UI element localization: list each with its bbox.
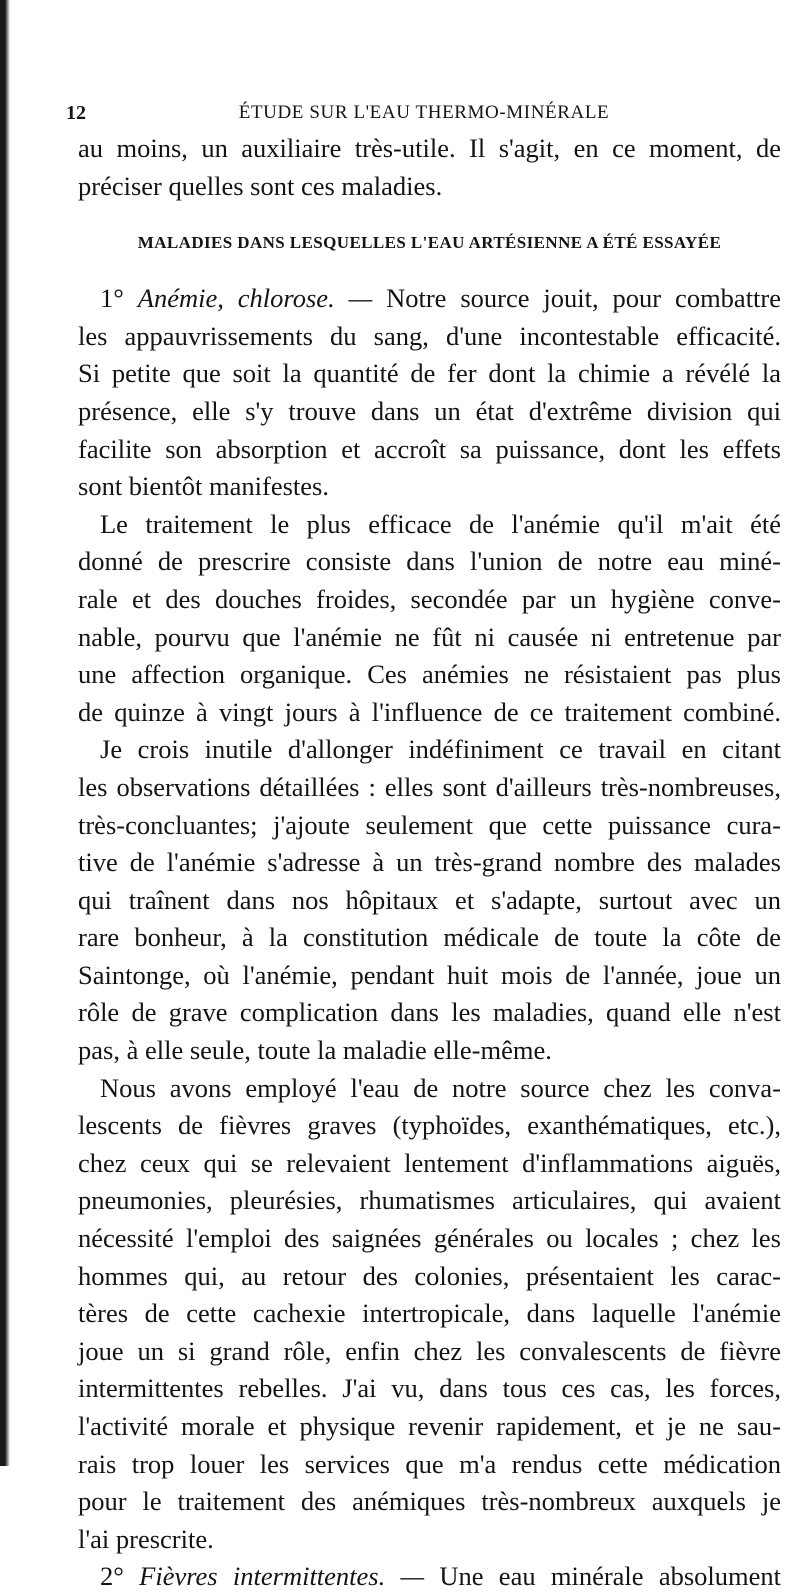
- page-number: 12: [66, 102, 86, 124]
- item-1-number: 1°: [100, 283, 124, 314]
- text-line: joue un si grand rôle, enfin chez les convalescents de fièvre: [78, 1335, 781, 1366]
- text-line: pneumonies, pleurésies, rhumatismes articulaires, qui avaient: [78, 1185, 781, 1216]
- text-line: sont bientôt manifestes.: [78, 471, 329, 502]
- text-line: l'activité morale et physique revenir rapidement, et je ne sau-: [78, 1411, 781, 1441]
- section-title: MALADIES DANS LESQUELLES L'EAU ARTÉSIENNE A ÉTÉ ESSAYÉE: [137, 233, 722, 253]
- text-line: pour le traitement des anémiques très-nombreux auxquels je: [78, 1486, 781, 1517]
- text-line: hommes qui, au retour des colonies, présentaient les carac-: [78, 1260, 781, 1291]
- text-line: donné de prescrire consiste dans l'union de notre eau miné-: [78, 546, 781, 577]
- text-line: Saintonge, où l'anémie, pendant huit mois de l'année, joue un: [78, 959, 781, 990]
- page-edge-shadow: [0, 0, 10, 1466]
- text-line: Si petite que soit la quantité de fer dont la chimie a révélé la: [78, 358, 781, 389]
- text-line: préciser quelles sont ces maladies.: [78, 170, 443, 201]
- text-line: rare bonheur, à la constitution médicale de toute la côte de: [78, 922, 781, 953]
- text-line-fragment: Notre source jouit, pour combattre: [386, 283, 781, 314]
- text-line: Le traitement le plus efficace de l'anémie qu'il m'ait été: [100, 508, 781, 539]
- text-line: nécessité l'emploi des saignées générales ou locales ; chez les: [78, 1223, 781, 1254]
- text-line: Je crois inutile d'allonger indéfiniment ce travail en citant: [100, 734, 781, 765]
- item-1-heading: Anémie, chlorose. —: [137, 283, 373, 314]
- running-title: ÉTUDE SUR L'EAU THERMO-MINÉRALE: [238, 102, 610, 123]
- text-line: une affection organique. Ces anémies ne résistaient pas plus: [78, 659, 781, 690]
- text-line: intermittentes rebelles. J'ai vu, dans tous ces cas, les forces,: [78, 1373, 781, 1404]
- item-2-number: 2°: [100, 1561, 124, 1592]
- item-2-first-line: [78, 1558, 781, 1596]
- text-line: les appauvrissements du sang, d'une incontestable efficacité.: [78, 320, 781, 351]
- text-line: de quinze à vingt jours à l'influence de ce traitement combiné.: [78, 696, 781, 727]
- text-line-fragment: Une eau minérale absolument: [439, 1561, 782, 1592]
- text-line: rais trop louer les services que m'a rendus cette médication: [78, 1448, 781, 1479]
- text-line: présence, elle s'y trouve dans un état d'extrême division qui: [78, 395, 781, 426]
- text-line: l'ai prescrite.: [78, 1523, 214, 1554]
- text-line: au moins, un auxiliaire très-utile. Il s'agit, en ce moment, de: [78, 133, 781, 163]
- text-line: facilite son absorption et accroît sa puissance, dont les effets: [78, 433, 781, 464]
- text-line: rale et des douches froides, secondée par un hygiène conve-: [78, 583, 781, 614]
- item-2-heading: Fièvres intermittentes. —: [139, 1561, 425, 1592]
- page-body: [78, 130, 781, 1596]
- item-1-first-line: [78, 280, 781, 318]
- text-line: tères de cette cachexie intertropicale, dans laquelle l'anémie: [78, 1298, 781, 1329]
- text-line: rôle de grave complication dans les maladies, quand elle n'est: [78, 997, 781, 1028]
- text-line: pas, à elle seule, toute la maladie elle-même.: [78, 1035, 552, 1066]
- text-line: les observations détaillées : elles sont d'ailleurs très-nombreuses,: [78, 771, 781, 802]
- text-line: Nous avons employé l'eau de notre source chez les conva-: [100, 1072, 781, 1103]
- page-header: [66, 96, 782, 130]
- text-line: lescents de fièvres graves (typhoïdes, exanthématiques, etc.),: [78, 1110, 781, 1141]
- text-line: nable, pourvu que l'anémie ne fût ni causée ni entretenue par: [78, 621, 781, 652]
- text-line: très-concluantes; j'ajoute seulement que cette puissance cura-: [78, 809, 781, 840]
- text-line: tive de l'anémie s'adresse à un très-grand nombre des malades: [78, 847, 781, 878]
- text-line: chez ceux qui se relevaient lentement d'inflammations aiguës,: [78, 1147, 781, 1178]
- text-line: qui traînent dans nos hôpitaux et s'adapte, surtout avec un: [78, 884, 781, 915]
